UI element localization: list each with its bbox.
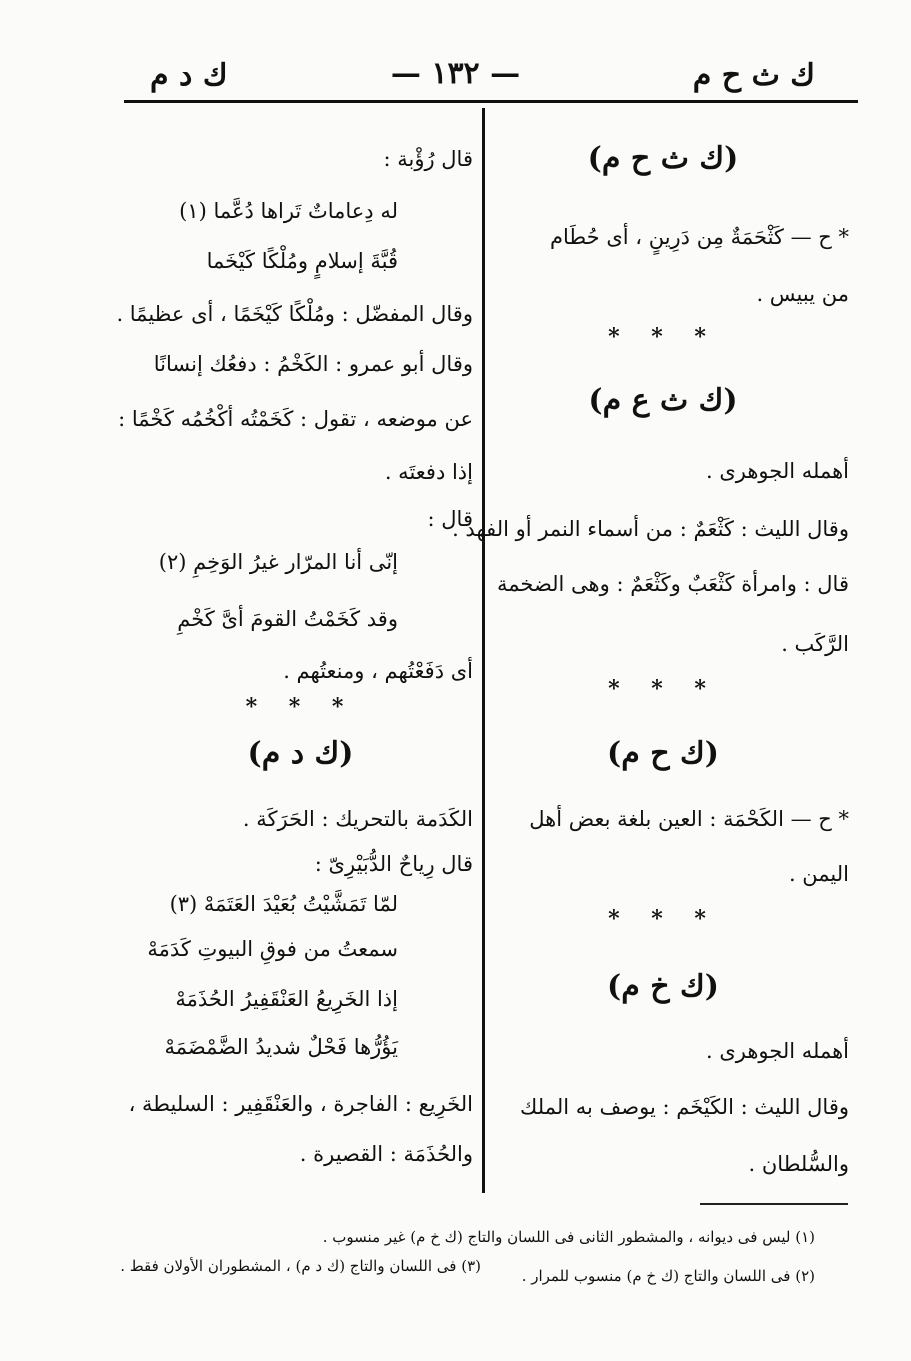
section-separator: * * * <box>608 906 718 932</box>
entry-text: والحُذَمَة : القصيرة . <box>299 1142 473 1166</box>
entry-heading: (ك ح م) <box>607 736 719 771</box>
verse-line: له دِعاماتٌ تَراها دُعَّما (١) <box>179 199 398 223</box>
verse-line: سمعتُ من فوقِ البيوتِ كَدَمَهْ <box>147 937 398 961</box>
header-rule <box>124 100 858 103</box>
footnote: (١) ليس فى ديوانه ، والمشطور الثانى فى اللسان والتاج (ك خ م) غير منسوب . <box>322 1228 815 1246</box>
running-head-right: ك ث ح م <box>692 58 815 93</box>
entry-text: عن موضعه ، تقول : كَخَمْتُه أكْخُمُه كَخْمًا : <box>118 407 473 431</box>
entry-text: اليمن . <box>788 862 849 886</box>
entry-text: الخَرِيع : الفاجرة ، والعَنْقَفِير : السليطة ، <box>128 1092 473 1116</box>
left-column <box>116 115 473 1200</box>
entry-text: الرَّكَب . <box>781 632 849 656</box>
entry-text: * ح — كَثْحَمَةٌ مِن دَرِينٍ ، أى حُطَام <box>550 225 849 249</box>
entry-text: إذا دفعتَه . <box>384 460 473 484</box>
entry-text: قال : <box>427 507 473 531</box>
entry-text: أهمله الجوهرى . <box>705 1039 849 1063</box>
entry-text: وقال الليث : كَثْعَمٌ : من أسماء النمر أو الفهد . <box>452 517 849 541</box>
entry-text: وقال أبو عمرو : الكَخْمُ : دفعُك إنسانًا <box>153 352 473 376</box>
right-column <box>452 115 849 1200</box>
entry-text: قال : وامرأة كَثْعَبٌ وكَثْعَمٌ : وهى الضخمة <box>496 572 849 596</box>
entry-heading: (ك خ م) <box>607 969 719 1004</box>
verse-line: قُبَّةَ إسلامٍ ومُلْكًا كَيْخَما <box>206 249 398 273</box>
entry-text: قال رُؤْبة : <box>383 147 473 171</box>
section-separator: * * * <box>608 676 718 702</box>
entry-text: الكَدَمة بالتحريك : الحَرَكَة . <box>242 807 473 831</box>
entry-heading: (ك ث ح م) <box>587 141 739 176</box>
entry-text: وقال الليث : الكَيْخَم : يوصف به الملك <box>520 1095 849 1119</box>
page-number: — ١٣٢ — <box>390 56 521 91</box>
entry-heading: (ك ث ع م) <box>588 383 738 418</box>
verse-line: يَؤُرُّها فَحْلٌ شديدُ الضَّمْضَمَهْ <box>164 1035 398 1059</box>
entry-text: من يبيس . <box>756 282 849 306</box>
verse-line: وقد كَخَمْتُ القومَ أىَّ كَخْمِ <box>177 607 398 631</box>
verse-line: لمّا تَمَشَّيْتُ بُعَيْدَ العَتَمَهْ (٣) <box>169 892 398 916</box>
section-separator: * * * <box>608 324 718 350</box>
footnote: (٣) فى اللسان والتاج (ك د م) ، المشطوران الأولان فقط . <box>120 1257 481 1275</box>
entry-text: * ح — الكَحْمَة : العين بلغة بعض أهل <box>529 807 849 831</box>
entry-text: قال رِياحٌ الدُّبَيْرِىّ : <box>314 852 473 876</box>
verse-line: إنّى أنا المرّار غيرُ الوَخِمِ (٢) <box>158 550 398 574</box>
entry-text: والسُّلطان . <box>748 1152 849 1176</box>
running-head-left: ك د م <box>150 58 228 93</box>
entry-heading: (ك د م) <box>247 736 354 771</box>
entry-text: أى دَفَعْتُهم ، ومنعتُهم . <box>283 659 473 683</box>
verse-line: إذا الخَرِيعُ العَنْقَفِيرُ الحُذَمَهْ <box>175 987 398 1011</box>
entry-text: أهمله الجوهرى . <box>705 459 849 483</box>
footnote: (٢) فى اللسان والتاج (ك خ م) منسوب للمرار . <box>521 1267 815 1285</box>
section-separator: * * * <box>245 694 356 720</box>
footnote-rule <box>700 1203 848 1205</box>
entry-text: وقال المفضّل : ومُلْكًا كَيْخَمًا ، أى عظيمًا . <box>116 302 473 326</box>
